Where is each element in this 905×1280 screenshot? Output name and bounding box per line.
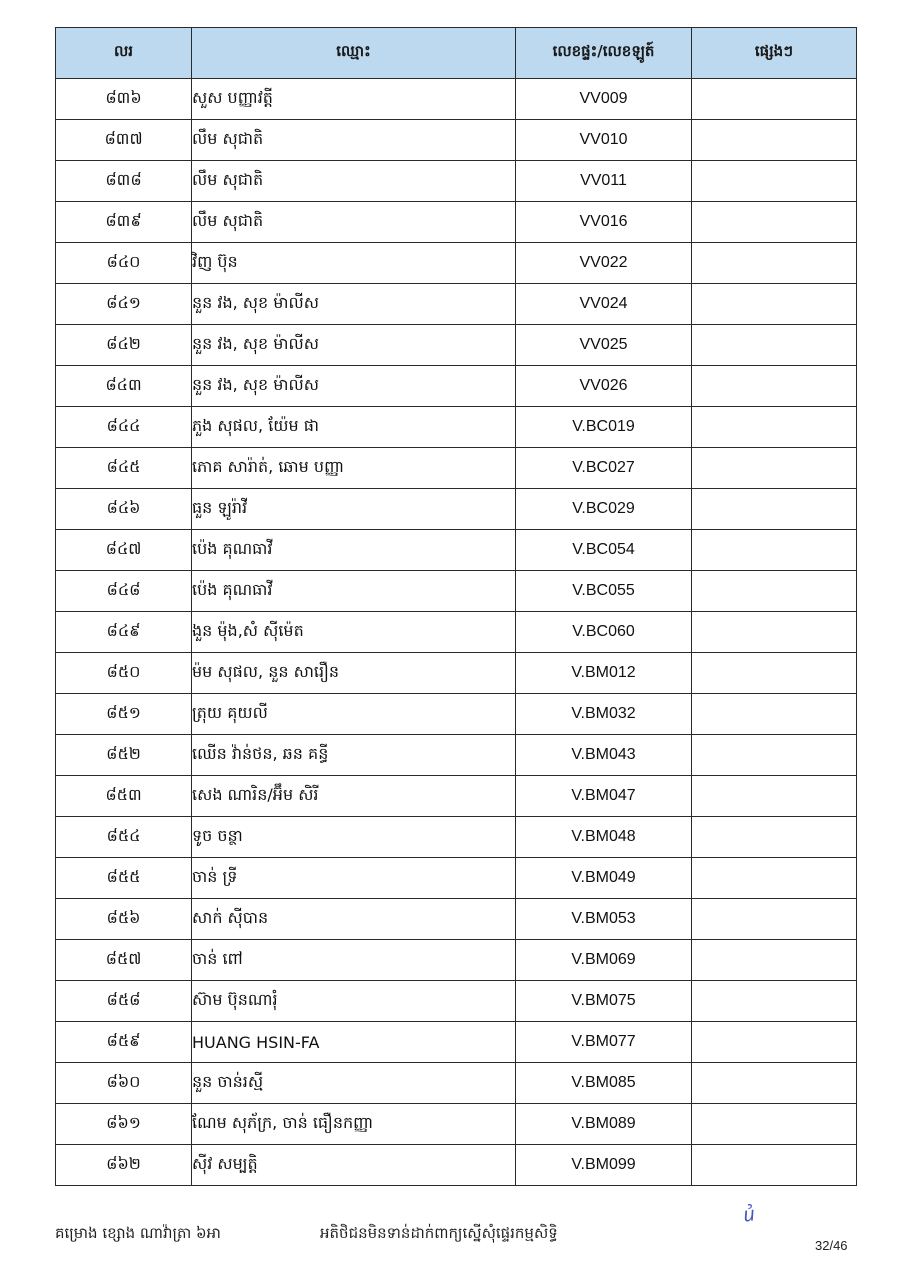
row-name-cell: សួស បញ្ញាវត្តី [192,79,516,120]
row-other-cell [692,776,857,817]
table-row [56,489,857,530]
row-name-cell: វិញ ប៊ុន [192,243,516,284]
table-row [56,735,857,776]
row-name-cell: ឈើន វ៉ាន់ថន, ឆន គន្ធី [192,735,516,776]
row-plot-cell: V.BC060 [516,612,692,653]
row-number-cell: ៨៦១ [56,1104,192,1145]
row-number-cell: ៨៣៦ [56,79,192,120]
row-plot-cell: V.BM085 [516,1063,692,1104]
row-other-cell [692,735,857,776]
row-number-cell: ៨៤៥ [56,448,192,489]
row-number-cell: ៨៤២ [56,325,192,366]
customer-table [55,27,857,1186]
row-number-cell: ៨៤០ [56,243,192,284]
row-name-cell: ណែម សុភ័ក្រ, ចាន់ ធឿនកញ្ញា [192,1104,516,1145]
row-number-cell: ៨៥៩ [56,1022,192,1063]
row-plot-cell: V.BM012 [516,653,692,694]
row-name-cell: លឹម សុជាតិ [192,120,516,161]
row-number-cell: ៨៦០ [56,1063,192,1104]
table-row [56,1022,857,1063]
table-row [56,325,857,366]
registry-sheet [55,27,856,1186]
table-body [56,79,857,1186]
row-number-cell: ៨៤៨ [56,571,192,612]
table-row [56,284,857,325]
handwritten-initials: ꞿ [741,1201,757,1227]
table-row [56,776,857,817]
table-row [56,981,857,1022]
table-row [56,120,857,161]
row-number-cell: ៨៤៧ [56,530,192,571]
footer-project: គម្រោង ខ្សោង ណាវ៉ាត្រា ៦អា [55,1224,221,1242]
row-name-cell: នួន វង, សុខ ម៉ាលីស [192,366,516,407]
row-other-cell [692,79,857,120]
row-other-cell [692,161,857,202]
row-name-cell: ត្រុយ គុយលី [192,694,516,735]
row-name-cell: ម៉ម សុផល, នួន សារឿន [192,653,516,694]
header-name: ឈ្មោះ [192,28,516,79]
row-plot-cell: V.BM047 [516,776,692,817]
row-number-cell: ៨៥៨ [56,981,192,1022]
row-plot-cell: VV010 [516,120,692,161]
row-plot-cell: VV011 [516,161,692,202]
row-other-cell [692,448,857,489]
row-number-cell: ៨៣៨ [56,161,192,202]
row-other-cell [692,407,857,448]
row-number-cell: ៨៥៧ [56,940,192,981]
row-other-cell [692,1104,857,1145]
row-other-cell [692,1022,857,1063]
row-name-cell: ចាន់ ពៅ [192,940,516,981]
row-number-cell: ៨៥៥ [56,858,192,899]
row-plot-cell: V.BM077 [516,1022,692,1063]
row-other-cell [692,202,857,243]
row-name-cell: ធួន ឡូរ៉ាវី [192,489,516,530]
row-other-cell [692,489,857,530]
table-row [56,899,857,940]
table-row [56,1145,857,1186]
table-row [56,366,857,407]
row-other-cell [692,325,857,366]
row-number-cell: ៨៥០ [56,653,192,694]
table-row [56,530,857,571]
row-name-cell: សេង ណារិន/អ៊ឹម សិរី [192,776,516,817]
row-plot-cell: V.BM049 [516,858,692,899]
row-other-cell [692,940,857,981]
row-number-cell: ៨៥៤ [56,817,192,858]
row-other-cell [692,858,857,899]
table-row [56,79,857,120]
table-row [56,243,857,284]
table-row [56,1104,857,1145]
row-name-cell: សាក់ ស៊ីបាន [192,899,516,940]
row-name-cell: ចាន់ ទ្រី [192,858,516,899]
row-plot-cell: V.BC054 [516,530,692,571]
row-other-cell [692,694,857,735]
row-name-cell: លឹម សុជាតិ [192,161,516,202]
row-name-cell: HUANG HSIN-FA [192,1022,516,1063]
row-name-cell: នួន ចាន់រស្មី [192,1063,516,1104]
row-plot-cell: VV016 [516,202,692,243]
row-plot-cell: V.BM099 [516,1145,692,1186]
row-plot-cell: V.BM043 [516,735,692,776]
row-plot-cell: VV022 [516,243,692,284]
row-name-cell: ប៉េង គុណធាវី [192,530,516,571]
table-row [56,817,857,858]
row-name-cell: ស៊ាម ប៊ុនណារុំ [192,981,516,1022]
page-number: 32/46 [815,1238,848,1253]
header-other: ផ្សេងៗ [692,28,857,79]
row-number-cell: ៨៤៩ [56,612,192,653]
row-other-cell [692,284,857,325]
row-other-cell [692,817,857,858]
row-other-cell [692,1145,857,1186]
table-row [56,161,857,202]
row-other-cell [692,1063,857,1104]
row-name-cell: ប៉េង គុណធាវី [192,571,516,612]
row-plot-cell: V.BM089 [516,1104,692,1145]
row-number-cell: ៨៣៧ [56,120,192,161]
table-row [56,571,857,612]
table-row [56,407,857,448]
row-plot-cell: VV025 [516,325,692,366]
row-other-cell [692,120,857,161]
table-row [56,653,857,694]
table-header-row [56,28,857,79]
row-plot-cell: V.BM069 [516,940,692,981]
row-plot-cell: V.BC027 [516,448,692,489]
row-number-cell: ៨៤៤ [56,407,192,448]
row-number-cell: ៨៥៦ [56,899,192,940]
footer-description: អតិថិជនមិនទាន់ដាក់ពាក្យស្នើសុំផ្ទេរកម្មសិទ្ធិ [320,1224,558,1242]
row-plot-cell: VV024 [516,284,692,325]
row-number-cell: ៨៥២ [56,735,192,776]
table-row [56,940,857,981]
row-plot-cell: V.BM053 [516,899,692,940]
row-plot-cell: V.BC019 [516,407,692,448]
row-name-cell: ស៊ីវ សម្បត្តិ [192,1145,516,1186]
row-name-cell: ភួង សុផល, យ៉ែម ផា [192,407,516,448]
row-plot-cell: V.BC029 [516,489,692,530]
table-row [56,202,857,243]
row-plot-cell: VV009 [516,79,692,120]
row-number-cell: ៨៤៦ [56,489,192,530]
row-name-cell: នួន វង, សុខ ម៉ាលីស [192,284,516,325]
row-number-cell: ៨៥៣ [56,776,192,817]
row-other-cell [692,243,857,284]
row-other-cell [692,366,857,407]
header-plot-number: លេខផ្ទះ/លេខឡូត៍ [516,28,692,79]
row-name-cell: ភោគ សារ៉ាត់, ឆោម បញ្ញា [192,448,516,489]
table-row [56,858,857,899]
row-plot-cell: V.BM032 [516,694,692,735]
row-number-cell: ៨៣៩ [56,202,192,243]
row-number-cell: ៨៦២ [56,1145,192,1186]
row-plot-cell: V.BC055 [516,571,692,612]
row-plot-cell: V.BM048 [516,817,692,858]
header-number: លរ [56,28,192,79]
row-name-cell: នួន វង, សុខ ម៉ាលីស [192,325,516,366]
row-other-cell [692,530,857,571]
table-row [56,448,857,489]
row-other-cell [692,612,857,653]
table-row [56,694,857,735]
row-name-cell: ទូច ចន្ថា [192,817,516,858]
row-number-cell: ៨៤១ [56,284,192,325]
table-row [56,612,857,653]
row-other-cell [692,981,857,1022]
row-name-cell: លឹម សុជាតិ [192,202,516,243]
row-number-cell: ៨៤៣ [56,366,192,407]
table-row [56,1063,857,1104]
row-other-cell [692,571,857,612]
row-plot-cell: VV026 [516,366,692,407]
row-number-cell: ៨៥១ [56,694,192,735]
row-other-cell [692,653,857,694]
row-other-cell [692,899,857,940]
row-plot-cell: V.BM075 [516,981,692,1022]
row-name-cell: ងួន ម៉ុង,សំ ស៊ីម៉េត [192,612,516,653]
